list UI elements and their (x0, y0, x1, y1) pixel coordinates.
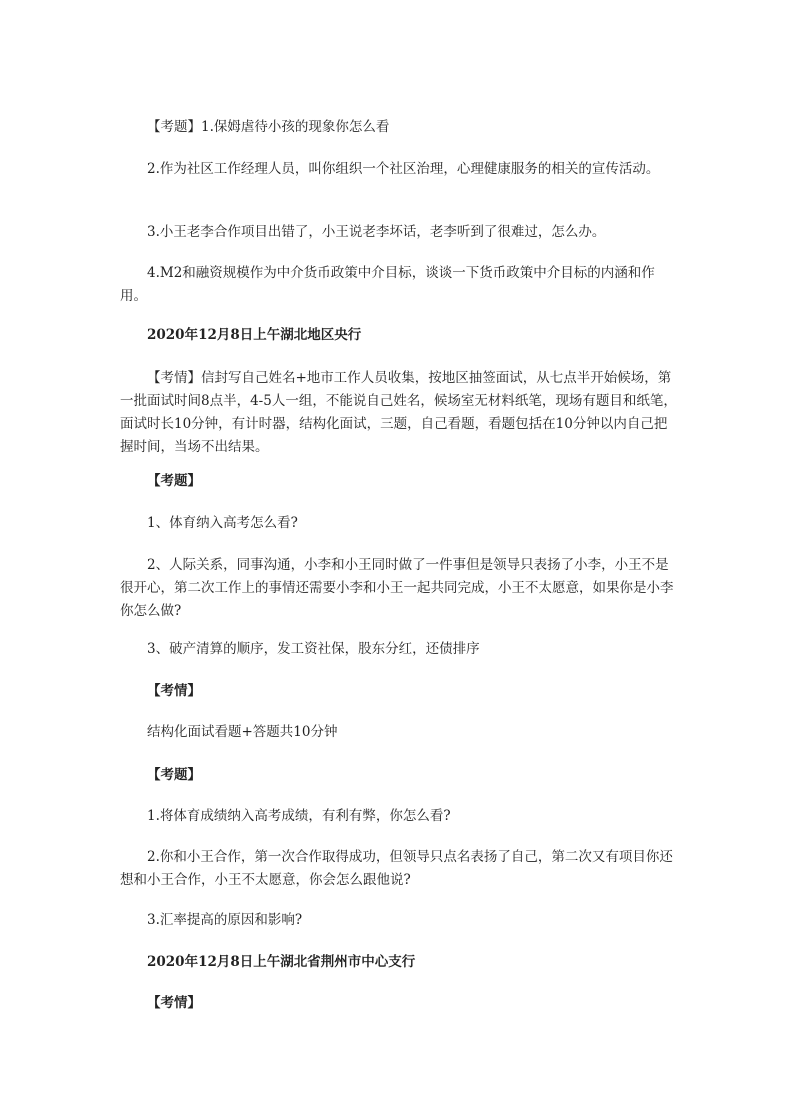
question-1-para: 【考题】1.保姆虐待小孩的现象你怎么看 (147, 119, 390, 135)
cooperation-question: 2.你和小王合作，第一次合作取得成功，但领导只点名表扬了自己，第二次又有项目你还想和小王合作，小王不太愿意，你会怎么跟他说? (120, 849, 673, 888)
exam-situation-label: 【考情】 (147, 683, 201, 699)
sports-exam-question: 1、体育纳入高考怎么看? (147, 515, 298, 531)
section-heading-hubei-central-bank: 2020年12月8日上午湖北地区央行 (147, 327, 362, 343)
exam-situation-label-2: 【考情】 (147, 995, 201, 1011)
bankruptcy-order-question: 3、破产清算的顺序，发工资社保，股东分红，还债排序 (147, 641, 480, 657)
section-heading-jingzhou: 2020年12月8日上午湖北省荆州市中心支行 (147, 954, 416, 970)
exchange-rate-question: 3.汇率提高的原因和影响? (147, 912, 303, 928)
question-4-para: 4.M2和融资规模作为中介货币政策中介目标，谈谈一下货币政策中介目标的内涵和作用。 (120, 265, 655, 304)
sports-score-question: 1.将体育成绩纳入高考成绩，有利有弊，你怎么看? (147, 808, 451, 824)
question-2-para: 2.作为社区工作经理人员，叫你组织一个社区治理，心理健康服务的相关的宣传活动。 (147, 161, 660, 177)
exam-situation-para: 【考情】信封写自己姓名+地市工作人员收集，按地区抽签面试，从七点半开始候场，第一批面试时间8点半，4-5人一组，不能说自己姓名，候场室无材料纸笔，现场有题目和纸笔，面试时长10分钟，有计时器，结构化面试，三题，自己看题，看题包括在10分钟以内自己把握时间，当场不出结果。 (120, 370, 677, 455)
question-3-para: 3.小王老李合作项目出错了，小王说老李坏话，老李听到了很难过，怎么办。 (147, 224, 606, 240)
structured-interview-note: 结构化面试看题+答题共10分钟 (147, 724, 338, 740)
exam-questions-label: 【考题】 (147, 473, 201, 489)
exam-questions-label-2: 【考题】 (147, 767, 201, 783)
colleague-relation-question: 2、人际关系，同事沟通，小李和小王同时做了一件事但是领导只表扬了小李，小王不是很开心，第二次工作上的事情还需要小李和小王一起共同完成，小王不太愿意，如果你是小李你怎么做? (120, 557, 674, 619)
